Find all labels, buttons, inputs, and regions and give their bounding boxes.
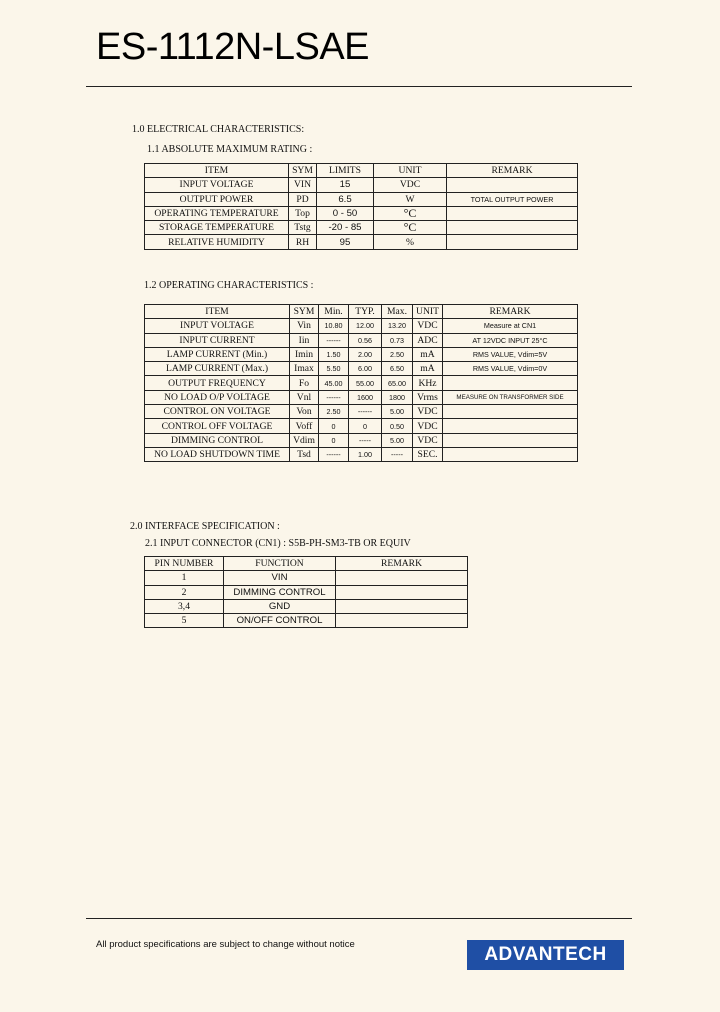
column-header: SYM (290, 305, 319, 319)
unit-cell: VDC (413, 405, 443, 419)
column-header: ITEM (145, 305, 290, 319)
table-row (145, 447, 578, 461)
remark-cell: RMS VALUE, Vdim=0V (443, 362, 578, 376)
symbol-cell: Tsd (290, 447, 319, 461)
table-row (145, 571, 468, 585)
column-header: TYP. (349, 305, 382, 319)
min-cell: 0 (319, 419, 349, 433)
symbol-cell: RH (289, 235, 317, 249)
remark-cell (336, 614, 468, 628)
column-header: REMARK (336, 557, 468, 571)
min-cell: 45.00 (319, 376, 349, 390)
remark-cell: MEASURE ON TRANSFORMER SIDE (443, 390, 578, 404)
item-cell: STORAGE TEMPERATURE (145, 221, 289, 235)
column-header: FUNCTION (224, 557, 336, 571)
symbol-cell: Von (290, 405, 319, 419)
remark-cell (336, 599, 468, 613)
typ-cell: 55.00 (349, 376, 382, 390)
absolute-maximum-rating-table (144, 163, 578, 250)
operating-characteristics-table (144, 304, 578, 462)
unit-cell: SEC. (413, 447, 443, 461)
max-cell: 13.20 (382, 319, 413, 333)
unit-cell: °C (374, 206, 447, 220)
table-row (145, 390, 578, 404)
input-connector-table (144, 556, 468, 628)
min-cell: ------ (319, 447, 349, 461)
column-header: UNIT (413, 305, 443, 319)
unit-cell: ADC (413, 333, 443, 347)
typ-cell: 0.56 (349, 333, 382, 347)
item-cell: INPUT CURRENT (145, 333, 290, 347)
remark-cell (336, 571, 468, 585)
footer-divider (86, 918, 632, 919)
header-divider (86, 86, 632, 87)
item-cell: LAMP CURRENT (Max.) (145, 362, 290, 376)
section-1-heading: 1.0 ELECTRICAL CHARACTERISTICS: (132, 124, 305, 135)
max-cell: 2.50 (382, 347, 413, 361)
column-header: REMARK (443, 305, 578, 319)
section-2-heading: 2.0 INTERFACE SPECIFICATION : (130, 521, 280, 532)
item-cell: CONTROL ON VOLTAGE (145, 405, 290, 419)
remark-cell: RMS VALUE, Vdim=5V (443, 347, 578, 361)
unit-cell: VDC (413, 433, 443, 447)
item-cell: CONTROL OFF VOLTAGE (145, 419, 290, 433)
limits-cell: 95 (317, 235, 374, 249)
max-cell: 0.73 (382, 333, 413, 347)
table-row (145, 333, 578, 347)
pin-number-cell: 1 (145, 571, 224, 585)
min-cell: ------ (319, 333, 349, 347)
symbol-cell: Imin (290, 347, 319, 361)
document-title: ES-1112N-LSAE (96, 26, 370, 68)
typ-cell: 2.00 (349, 347, 382, 361)
remark-cell (447, 221, 578, 235)
typ-cell: 1.00 (349, 447, 382, 461)
table-row (145, 347, 578, 361)
limits-cell: 15 (317, 178, 374, 192)
advantech-logo: ADVANTECH (467, 940, 624, 970)
max-cell: ----- (382, 447, 413, 461)
item-cell: OUTPUT POWER (145, 192, 289, 206)
symbol-cell: Voff (290, 419, 319, 433)
table-row (145, 614, 468, 628)
remark-cell: Measure at CN1 (443, 319, 578, 333)
remark-cell: AT 12VDC INPUT 25°C (443, 333, 578, 347)
limits-cell: 6.5 (317, 192, 374, 206)
column-header: REMARK (447, 164, 578, 178)
unit-cell: mA (413, 347, 443, 361)
column-header: Max. (382, 305, 413, 319)
table-row (145, 178, 578, 192)
symbol-cell: Fo (290, 376, 319, 390)
operating-heading: 1.2 OPERATING CHARACTERISTICS : (144, 280, 314, 291)
unit-cell: VDC (413, 419, 443, 433)
unit-cell: VDC (413, 319, 443, 333)
table-row (145, 433, 578, 447)
min-cell: 10.80 (319, 319, 349, 333)
unit-cell: KHz (413, 376, 443, 390)
symbol-cell: Vin (290, 319, 319, 333)
item-cell: DIMMING CONTROL (145, 433, 290, 447)
table-row (145, 362, 578, 376)
symbol-cell: Top (289, 206, 317, 220)
unit-cell: W (374, 192, 447, 206)
symbol-cell: Tstg (289, 221, 317, 235)
max-cell: 5.00 (382, 433, 413, 447)
column-header: LIMITS (317, 164, 374, 178)
symbol-cell: Iin (290, 333, 319, 347)
max-cell: 65.00 (382, 376, 413, 390)
min-cell: 0 (319, 433, 349, 447)
function-cell: GND (224, 599, 336, 613)
min-cell: ------ (319, 390, 349, 404)
unit-cell: % (374, 235, 447, 249)
min-cell: 5.50 (319, 362, 349, 376)
column-header: UNIT (374, 164, 447, 178)
item-cell: OUTPUT FREQUENCY (145, 376, 290, 390)
limits-cell: 0 - 50 (317, 206, 374, 220)
unit-cell: °C (374, 221, 447, 235)
remark-cell (447, 178, 578, 192)
item-cell: NO LOAD O/P VOLTAGE (145, 390, 290, 404)
item-cell: INPUT VOLTAGE (145, 178, 289, 192)
table-row (145, 376, 578, 390)
remark-cell (447, 235, 578, 249)
table-row (145, 221, 578, 235)
min-cell: 1.50 (319, 347, 349, 361)
symbol-cell: VIN (289, 178, 317, 192)
remark-cell (443, 433, 578, 447)
typ-cell: 12.00 (349, 319, 382, 333)
remark-cell (443, 447, 578, 461)
max-cell: 1800 (382, 390, 413, 404)
limits-cell: -20 - 85 (317, 221, 374, 235)
table-row (145, 599, 468, 613)
table-row (145, 192, 578, 206)
pin-number-cell: 3,4 (145, 599, 224, 613)
item-cell: RELATIVE HUMIDITY (145, 235, 289, 249)
typ-cell: 1600 (349, 390, 382, 404)
remark-cell (443, 405, 578, 419)
typ-cell: ----- (349, 433, 382, 447)
remark-cell (443, 376, 578, 390)
column-header: Min. (319, 305, 349, 319)
symbol-cell: Vnl (290, 390, 319, 404)
table-row (145, 235, 578, 249)
remark-cell: TOTAL OUTPUT POWER (447, 192, 578, 206)
max-cell: 5.00 (382, 405, 413, 419)
table-row (145, 585, 468, 599)
footer-disclaimer: All product specifications are subject to change without notice (96, 939, 355, 950)
max-cell: 0.50 (382, 419, 413, 433)
pin-number-cell: 5 (145, 614, 224, 628)
table-row (145, 405, 578, 419)
typ-cell: ------ (349, 405, 382, 419)
unit-cell: VDC (374, 178, 447, 192)
typ-cell: 0 (349, 419, 382, 433)
column-header: ITEM (145, 164, 289, 178)
connector-heading: 2.1 INPUT CONNECTOR (CN1) : S5B-PH-SM3-TB OR EQUIV (145, 538, 411, 549)
item-cell: OPERATING TEMPERATURE (145, 206, 289, 220)
symbol-cell: PD (289, 192, 317, 206)
function-cell: ON/OFF CONTROL (224, 614, 336, 628)
symbol-cell: Imax (290, 362, 319, 376)
table-row (145, 319, 578, 333)
abs-max-heading: 1.1 ABSOLUTE MAXIMUM RATING : (147, 144, 313, 155)
remark-cell (336, 585, 468, 599)
unit-cell: mA (413, 362, 443, 376)
function-cell: VIN (224, 571, 336, 585)
symbol-cell: Vdim (290, 433, 319, 447)
remark-cell (447, 206, 578, 220)
item-cell: INPUT VOLTAGE (145, 319, 290, 333)
unit-cell: Vrms (413, 390, 443, 404)
pin-number-cell: 2 (145, 585, 224, 599)
item-cell: LAMP CURRENT (Min.) (145, 347, 290, 361)
remark-cell (443, 419, 578, 433)
function-cell: DIMMING CONTROL (224, 585, 336, 599)
column-header: SYM (289, 164, 317, 178)
max-cell: 6.50 (382, 362, 413, 376)
table-row (145, 206, 578, 220)
table-row (145, 419, 578, 433)
item-cell: NO LOAD SHUTDOWN TIME (145, 447, 290, 461)
column-header: PIN NUMBER (145, 557, 224, 571)
typ-cell: 6.00 (349, 362, 382, 376)
min-cell: 2.50 (319, 405, 349, 419)
